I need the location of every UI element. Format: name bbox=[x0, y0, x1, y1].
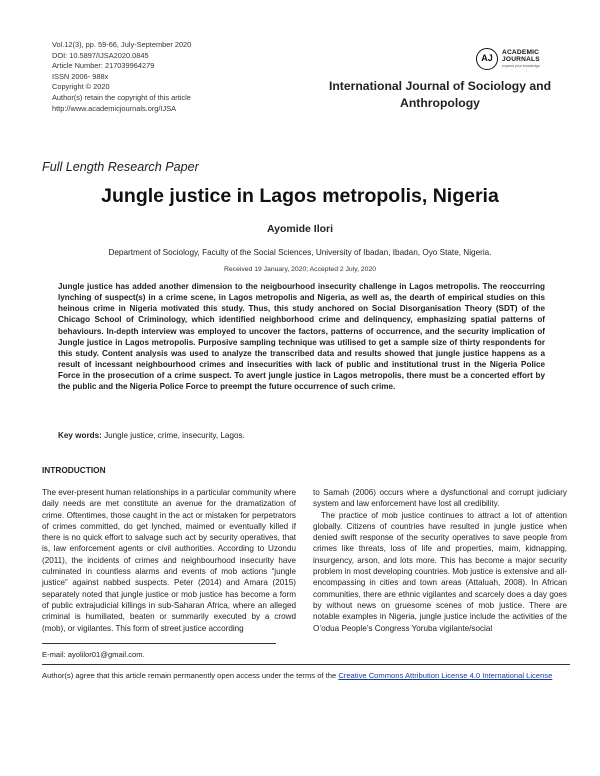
publisher-logo-icon: AJ bbox=[476, 48, 498, 70]
footnote-divider bbox=[42, 643, 276, 644]
logo-line-2: JOURNALS bbox=[502, 56, 540, 64]
keywords bbox=[58, 431, 545, 440]
keywords-list: Jungle justice, crime, insecurity, Lagos. bbox=[104, 431, 245, 440]
meta-url[interactable]: http://www.academicjournals.org/IJSA bbox=[52, 103, 177, 113]
abstract: Jungle justice has added another dimension to the neigbourhood insecurity challenge in Lagos metropolis. The reoccurring lynching of suspect(s) in a crime scene, in Lagos metropolis and Nigeria, as well as, the dearth of empirical studies on this heinous crime in Nigeria motivated this study. Thus, this study anchored on Social Disorganisation Theory (SDT) of the Chicago School of Criminology, which identified neighborhood crime and delinquency, emphasizing spatial patterns of behaviours. In-depth interview was employed to uncover the factors, patterns of occurrence, and the security implication of Jungle justice in Lagos metropolis. Purposive sampling technique was utilised to get a sample size of thirty respondents for this study. Content analysis was used to analyze the transcribed data and results showed that jungle justice happens as a result of incessant neighbourhood crimes and insecurities with lack of public and institutional trust in the Nigeria Police Force in the prosecution of a crime suspect. To avert jungle justice in Lagos metropolis, there must be a concerted effort by the public and the Nigeria Police Force to preempt the future occurrence of such crime. bbox=[58, 282, 545, 392]
meta-doi: DOI: 10.5897/IJSA2020.0845 bbox=[52, 50, 149, 60]
publisher-logo bbox=[476, 48, 586, 70]
section-heading-introduction: INTRODUCTION bbox=[42, 465, 106, 475]
body-column-left bbox=[42, 487, 296, 634]
meta-issn: ISSN 2006- 988x bbox=[52, 71, 109, 81]
logo-tagline: expand your knowledge bbox=[502, 64, 540, 68]
paragraph: The ever-present human relationships in a particular community where daily needs are met constitute an avenue for the dramatization of crime. Oftentimes, those caught in the act or mistaken for perpetrators of crimes committed, do get lynched, maimed or eventually killed if there is no quick effort to salvage such act by security operatives, that is, law enforcement agents or civil authorities. According to Uzondu (2011), the incidents of crimes and neighbourhood insecurity have culminated in countless alarms and events of mob actions “jungle justice” against nabbed suspects. Peter (2014) and Amara (2015) separately noted that jungle justice or mob justice has become a form of public extrajudicial killings in sub-Saharan Africa, where an alleged criminal is humiliated, beaten or summarily executed by a crowd (mob), or vigilantes. This form of street justice according bbox=[42, 488, 296, 633]
meta-copyright: Copyright © 2020 bbox=[52, 82, 110, 92]
keywords-label: Key words: bbox=[58, 431, 102, 440]
paper-type: Full Length Research Paper bbox=[42, 160, 199, 174]
paper-title: Jungle justice in Lagos metropolis, Nigeria bbox=[101, 185, 499, 207]
license-text: Author(s) agree that this article remain permanently open access under the terms of the bbox=[42, 671, 339, 680]
body-column-right bbox=[313, 487, 567, 634]
author-affiliation: Department of Sociology, Faculty of the Social Sciences, University of Ibadan, Ibadan, Oyo State, Nigeria. bbox=[108, 248, 492, 257]
meta-volume: Vol.12(3), pp. 59-66, July-September 2020 bbox=[52, 40, 192, 49]
license-link[interactable]: Creative Commons Attribution License 4.0 International License bbox=[338, 671, 553, 680]
logo-line-1: ACADEMIC bbox=[502, 49, 540, 56]
meta-rights: Author(s) retain the copyright of this article bbox=[52, 92, 191, 102]
author-name: Ayomide Ilori bbox=[266, 223, 334, 235]
paragraph: The practice of mob justice continues to attract a lot of attention globally. Citizens of countries have resulted in jungle justice when denied swift response of the security operatives to save people from crimes like threats, loss of life and properties, maim, kidnapping, insurgency, arson, and lots more. This has become a major security problem in most developing countries. Mob justice is extensive and all-encompassing in cities and town areas (Attaluah, 2008). In African communities, there are ethnic vigilantes and scarcely does a day goes by without news on gruesome scenes of mob justice. There are notable examples in Nigeria, jungle justice include the activities of the O’odua People’s Congress Yoruba vigilante/social bbox=[313, 510, 567, 633]
license-divider bbox=[42, 664, 570, 665]
meta-article-number: Article Number: 217039964279 bbox=[52, 61, 155, 71]
journal-name: International Journal of Sociology and Anthropology bbox=[328, 79, 552, 110]
license-notice bbox=[42, 670, 570, 681]
received-accepted-dates: Received 19 January, 2020; Accepted 2 July, 2020 bbox=[223, 266, 377, 273]
author-email: E-mail: ayolilor01@gmail.com. bbox=[42, 650, 145, 659]
article-meta bbox=[52, 40, 312, 114]
publisher-logo-text bbox=[502, 49, 540, 64]
paragraph: to Samah (2006) occurs where a dysfunctional and corrupt judiciary system and law enforcement have lost all credibility. bbox=[313, 488, 567, 509]
